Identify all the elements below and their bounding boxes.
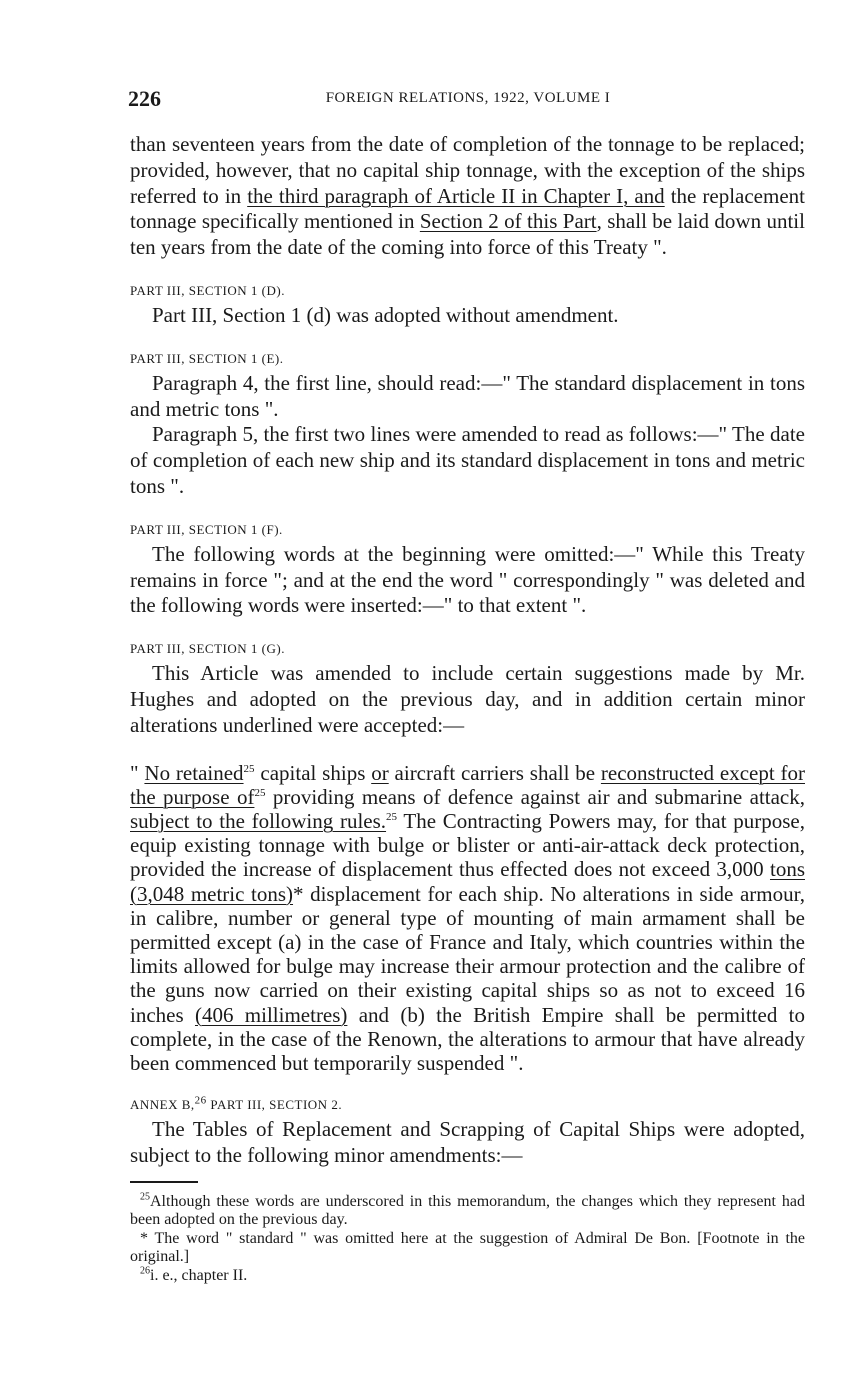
annex-text: The Tables of Replacement and Scrapping of Capital Ships were adopted, subject to the following minor amendments:— [130,1117,805,1167]
footnote-ref: 25 [254,786,266,799]
amended-article-quote [130,761,805,1076]
section-g-text: This Article was amended to include certain suggestions made by Mr. Hughes and adopted on the previous day, and in addition certain minor alterations underlined were accepted:— [130,661,805,737]
footnote-ref: 25 [243,762,255,775]
footnote-ref: 26 [194,1094,207,1107]
body-text [130,132,805,1285]
text-run: aircraft carriers shall be [388,760,601,785]
intro-paragraph [130,132,805,261]
section-d-text: Part III, Section 1 (d) was adopted without amendment. [152,302,619,327]
footnotes [130,1193,805,1286]
text-run: and (b) the British Empire shall be permitted to complete, in the case of the Renown, the alterations to armour that have already been commenced but temporarily suspended ". [130,1002,805,1075]
underlined-text: the third paragraph of Article II in Chapter I, and [247,183,665,208]
section-f-text: The following words at the beginning were omitted:—" While this Treaty remains in force "; and at the end the word " correspondingly " was deleted and the following words were inserted:—" to that extent ". [130,541,805,618]
page-header [128,86,808,114]
underlined-text: No retained [144,760,244,785]
underlined-text: tons (3,048 metric tons) [130,857,805,906]
text-run: , shall be laid down until ten years from the date of the coming into force of this Treaty ". [130,209,805,260]
footnote-mark: 25 [140,1191,150,1203]
underlined-text: Section 2 of this Part [419,209,597,234]
footnote-star: * The word " standard " was omitted here at the suggestion of Admiral De Bon. [Footnote in the original.] [130,1229,805,1266]
underlined-text: (406 millimetres) [194,1002,348,1027]
section-e-paragraph-1: Paragraph 4, the first line, should read:—" The standard displacement in tons and metric tons ". [130,370,805,421]
footnote-26 [130,1267,805,1286]
footnote-ref: 25 [386,810,398,823]
text-run: than seventeen years from the date of completion of the tonnage to be replaced; provided, however, that no capital ship tonnage, with the exception of the ships referred to in [130,132,805,208]
section-heading-g: PART III, SECTION 1 (G). [130,641,285,657]
text-run: * displacement for each ship. No alterations in side armour, in calibre, number or general type of mounting of main armament shall be permitted except (a) in the case of France and Italy, which countries within the limits allowed for bulge may increase their armour protection and the calibre of the guns now carried on their existing capital ships so as not to exceed 16 inches [130,881,806,1027]
annex-heading [130,1094,805,1113]
text-run: The Contracting Powers may, for that purpose, equip existing tonnage with bulge or blister or anti-air-attack deck protection, provided the increase of displacement thus effected does not exceed 3,000 [130,808,805,882]
footnote-text: Although these words are underscored in this memorandum, the changes which they represent had been adopted on the previous day. [130,1192,805,1229]
section-heading-d: PART III, SECTION 1 (D). [130,282,285,298]
footnote-text: i. e., chapter II. [150,1266,248,1284]
text-run: capital ships [254,760,372,785]
text-run: PART III, SECTION 2. [206,1097,343,1113]
running-title: FOREIGN RELATIONS, 1922, VOLUME I [325,90,611,106]
text-run: providing means of defence against air and submarine attack, [265,784,805,809]
underlined-text: subject to the following rules. [130,808,387,833]
text-run: ANNEX B, [130,1097,195,1113]
text-run: " [130,760,145,785]
underlined-text: or [371,760,389,785]
underlined-text: reconstructed except for the purpose of [130,760,805,809]
section-heading-e: PART III, SECTION 1 (E). [130,350,284,366]
footnote-mark: 26 [140,1265,150,1277]
section-heading-f: PART III, SECTION 1 (F). [130,521,283,537]
footnote-divider [130,1181,198,1183]
page-number: 226 [128,86,161,111]
text-run: the replacement tonnage specifically mentioned in [130,183,805,234]
footnote-25 [130,1193,805,1230]
section-e-paragraph-2: Paragraph 5, the first two lines were amended to read as follows:—" The date of completion of each new ship and its standard displacement in tons and metric tons ". [130,422,805,498]
